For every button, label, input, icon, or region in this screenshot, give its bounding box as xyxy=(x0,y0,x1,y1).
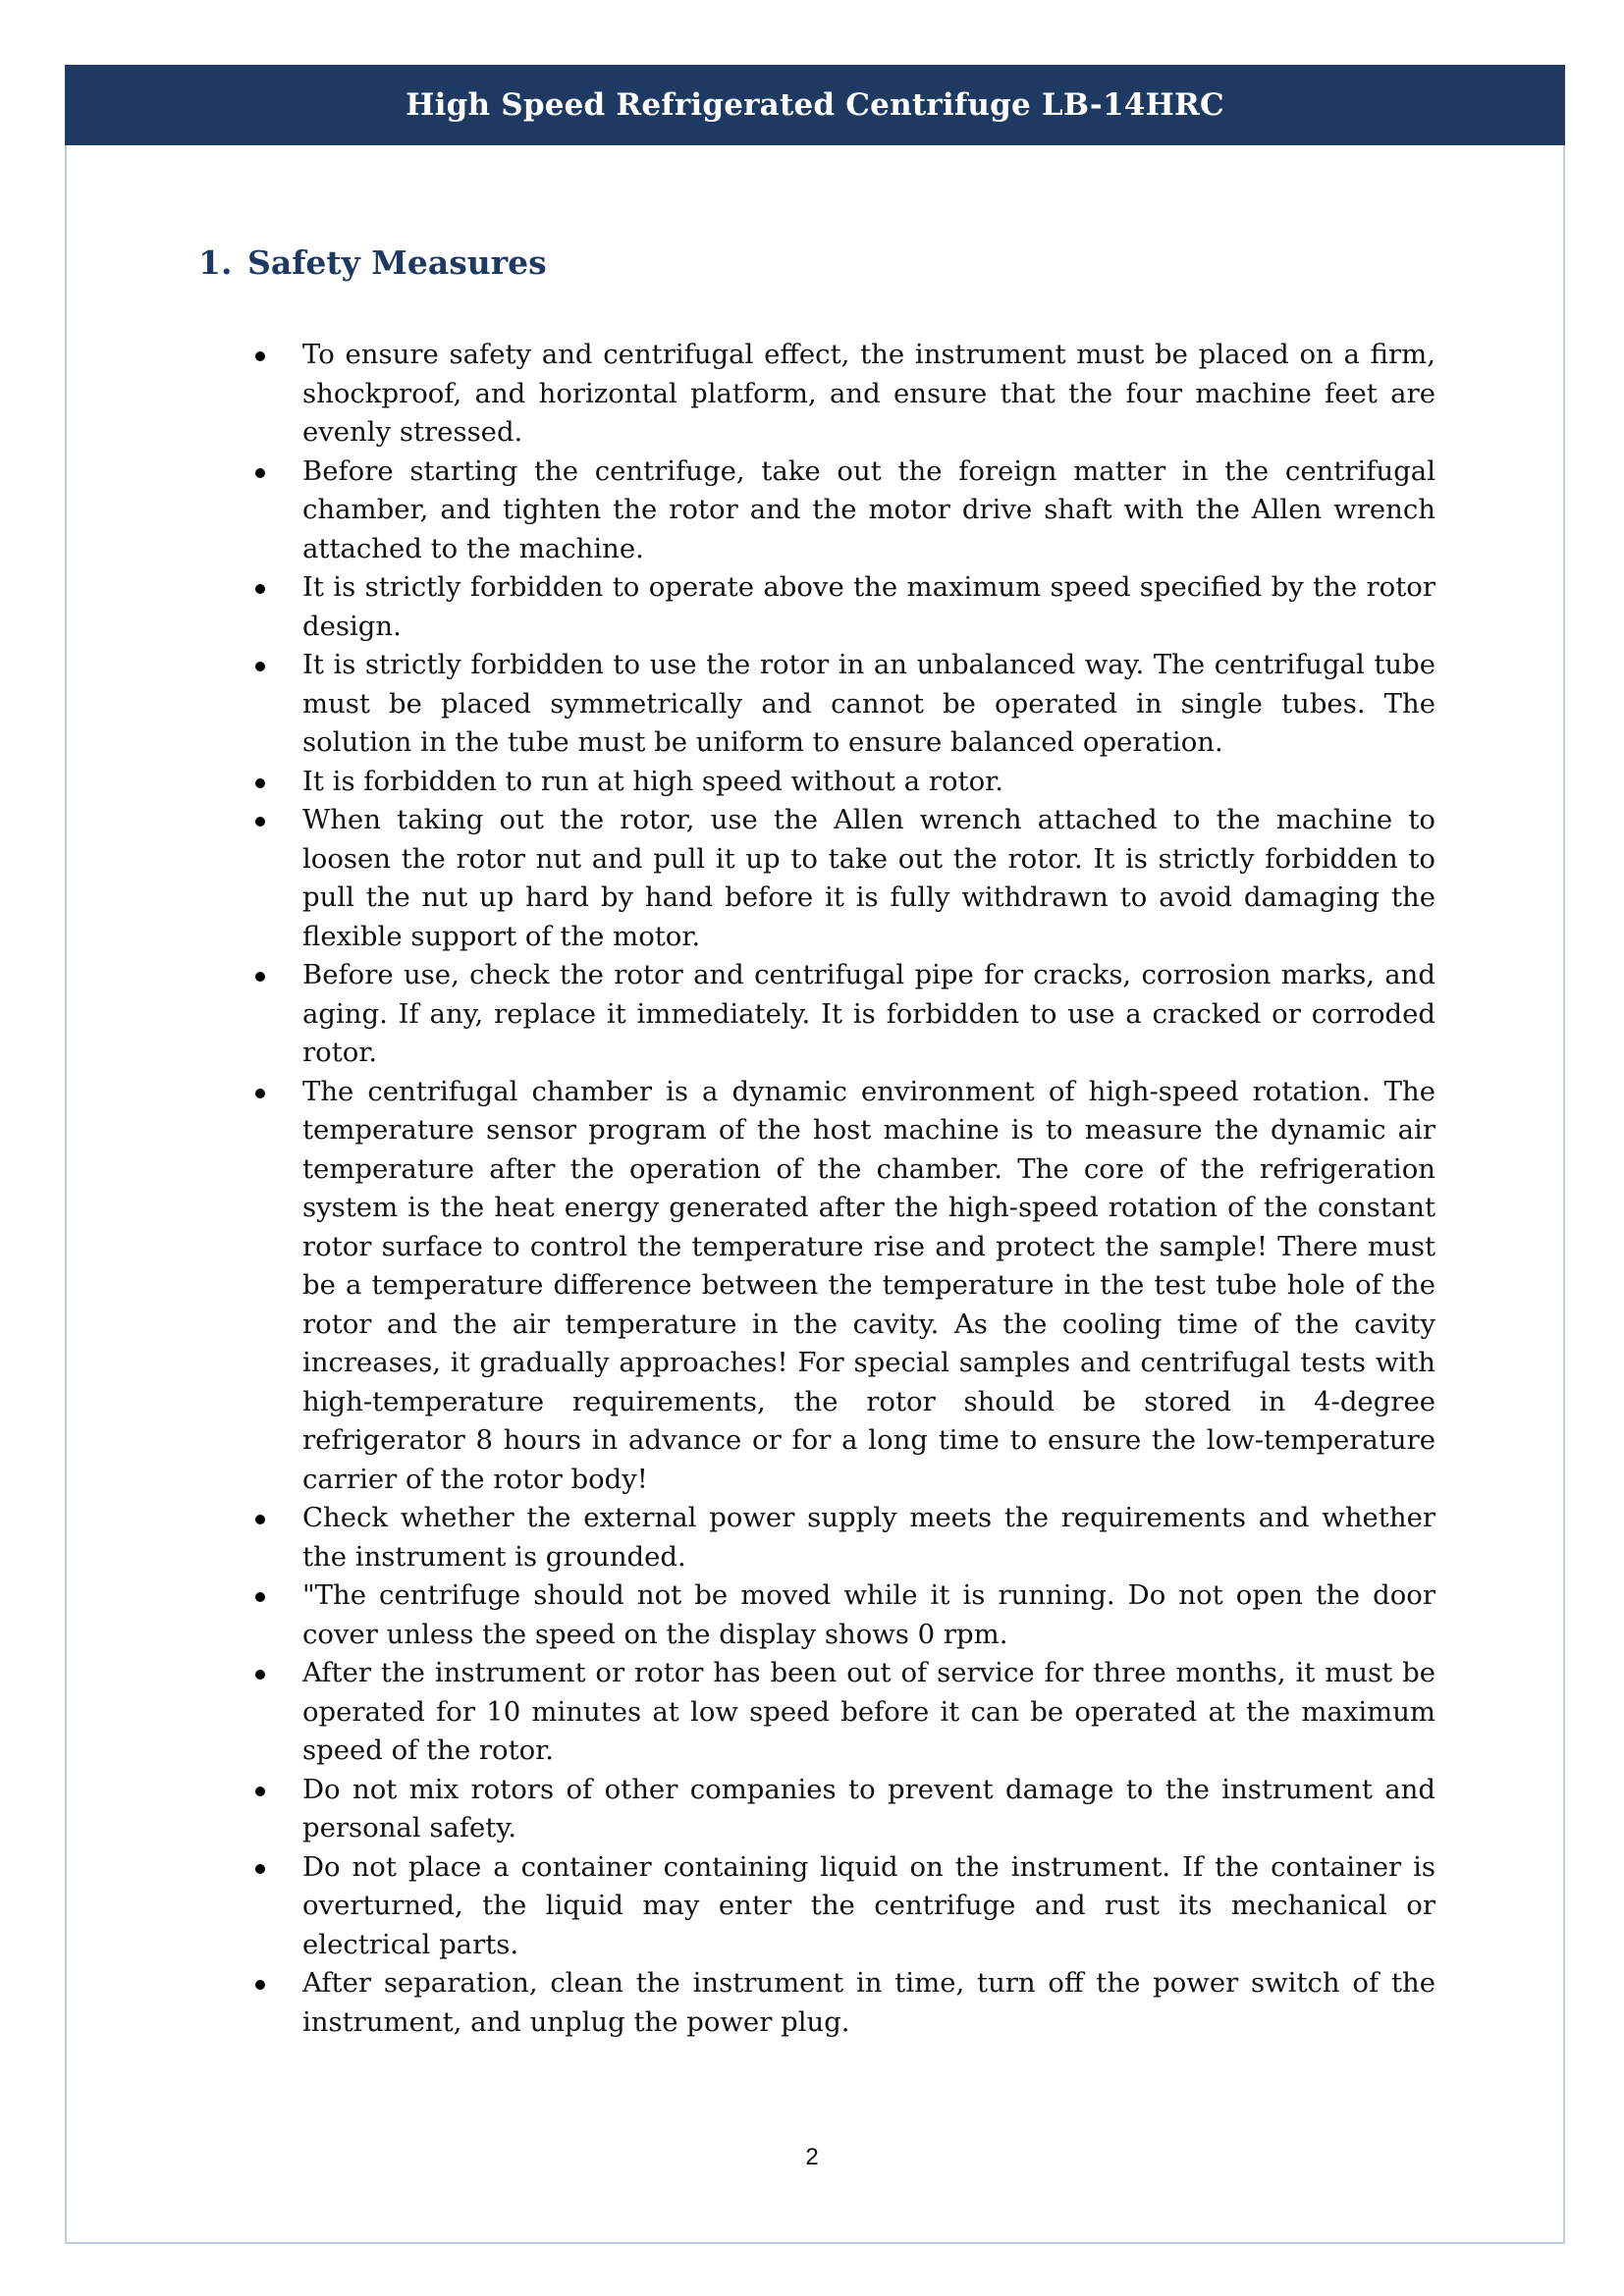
bullet-text: It is forbidden to run at high speed without a rotor. xyxy=(302,765,1004,797)
bullet-icon xyxy=(255,1089,265,1098)
bullet-icon xyxy=(255,351,265,361)
bullet-icon xyxy=(255,778,265,788)
bullet-icon xyxy=(255,817,265,827)
bullet-item xyxy=(245,1073,1435,1500)
bullet-icon xyxy=(255,584,265,594)
bullet-text: When taking out the rotor, use the Allen wrench attached to the machine to loosen the rotor nut and pull it up to take out the rotor. It is strictly forbidden to pull the nut up hard by hand before it is fully withdrawn to avoid damaging the flexible support of the motor. xyxy=(302,804,1435,952)
bullet-icon xyxy=(255,468,265,478)
bullet-item xyxy=(245,336,1435,453)
bullet-icon xyxy=(255,1864,265,1874)
bullet-text: Before starting the centrifuge, take out the foreign matter in the centrifugal chamber, and tighten the rotor and the motor drive shaft with the Allen wrench attached to the machine. xyxy=(302,454,1435,564)
bullet-text: Do not place a container containing liquid on the instrument. If the container is overturned, the liquid may enter the centrifuge and rust its mechanical or electrical parts. xyxy=(302,1850,1435,1960)
bullet-item xyxy=(245,1848,1435,1965)
bullet-item xyxy=(245,1499,1435,1576)
bullet-icon xyxy=(255,1515,265,1524)
header-title: High Speed Refrigerated Centrifuge LB-14HRC xyxy=(406,87,1224,123)
bullet-item xyxy=(245,453,1435,569)
bullet-icon xyxy=(255,1592,265,1602)
bullet-text: After separation, clean the instrument in time, turn off the power switch of the instrument, and unplug the power plug. xyxy=(302,1967,1435,2038)
bullet-text: Do not mix rotors of other companies to prevent damage to the instrument and personal safety. xyxy=(302,1773,1435,1843)
bullet-text: Before use, check the rotor and centrifugal pipe for cracks, corrosion marks, and aging. If any, replace it immediately. It is forbidden to use a cracked or corroded rotor. xyxy=(302,959,1435,1068)
bullet-icon xyxy=(255,1670,265,1680)
bullet-item xyxy=(245,1964,1435,2042)
bullet-text: "The centrifuge should not be moved while it is running. Do not open the door cover unless the speed on the display shows 0 rpm. xyxy=(302,1579,1435,1650)
section-title: Safety Measures xyxy=(247,243,547,282)
bullet-item xyxy=(245,763,1435,802)
bullet-text: It is strictly forbidden to use the rotor in an unbalanced way. The centrifugal tube must be placed symmetrically and cannot be operated in single tubes. The solution in the tube must be uniform to ensure balanced operation. xyxy=(302,649,1435,758)
bullet-item xyxy=(245,801,1435,956)
bullet-icon xyxy=(255,972,265,982)
bullet-text: Check whether the external power supply meets the requirements and whether the instrument is grounded. xyxy=(302,1502,1435,1573)
bullet-item xyxy=(245,646,1435,763)
bullet-item xyxy=(245,568,1435,646)
bullet-icon xyxy=(255,662,265,671)
bullet-icon xyxy=(255,1787,265,1796)
page-number: 2 xyxy=(805,2144,819,2170)
bullet-icon xyxy=(255,1980,265,1990)
bullet-item xyxy=(245,1654,1435,1771)
bullet-item xyxy=(245,1576,1435,1654)
section-heading xyxy=(198,243,547,282)
header-bar xyxy=(65,65,1565,145)
safety-bullet-list xyxy=(245,336,1435,2042)
bullet-text: After the instrument or rotor has been out of service for three months, it must be operated for 10 minutes at low speed before it can be operated at the maximum speed of the rotor. xyxy=(302,1657,1435,1766)
bullet-item xyxy=(245,956,1435,1073)
bullet-item xyxy=(245,1771,1435,1848)
bullet-text: It is strictly forbidden to operate above the maximum speed specified by the rotor design. xyxy=(302,571,1435,642)
bullet-text: The centrifugal chamber is a dynamic environment of high-speed rotation. The temperature sensor program of the host machine is to measure the dynamic air temperature after the operation of the chamber. The core of the refrigeration system is the heat energy generated after the high-speed rotation of the constant rotor surface to control the temperature rise and protect the sample! There must be a temperature difference between the temperature in the test tube hole of the rotor and the air temperature in the cavity. As the cooling time of the cavity increases, it gradually approaches! For special samples and centrifugal tests with high-temperature requirements, the rotor should be stored in 4-degree refrigerator 8 hours in advance or for a long time to ensure the low-temperature carrier of the rotor body! xyxy=(302,1075,1435,1495)
section-number: 1. xyxy=(198,243,233,282)
bullet-text: To ensure safety and centrifugal effect, the instrument must be placed on a firm, shockproof, and horizontal platform, and ensure that the four machine feet are evenly stressed. xyxy=(302,339,1435,448)
